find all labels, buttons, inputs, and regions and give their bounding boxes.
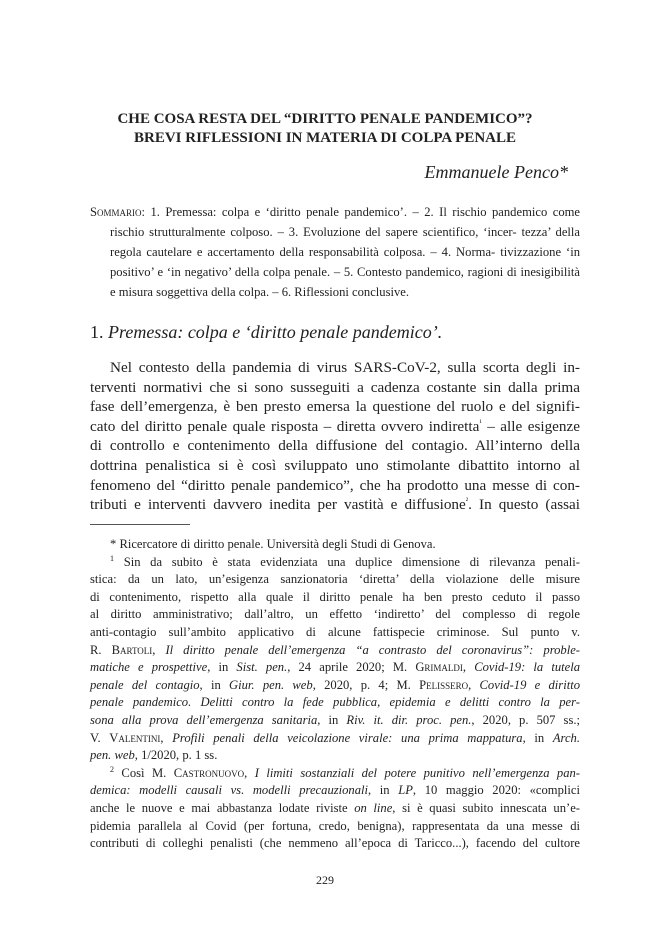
body-line bbox=[90, 436, 580, 456]
footnote-2-line bbox=[90, 782, 580, 800]
footnote-2-mark: 2 bbox=[110, 764, 114, 774]
footnote-1-line bbox=[90, 677, 580, 695]
cited-author: Castronuovo bbox=[173, 765, 245, 780]
footnote-ref-1[interactable]: ¹ bbox=[479, 417, 482, 427]
body-line bbox=[90, 495, 580, 515]
footnote-text: , 24 aprile 2020; M. bbox=[287, 660, 416, 675]
body-line bbox=[90, 378, 580, 398]
footnote-author: * Ricercatore di diritto penale. Università degli Studi di Genova. bbox=[110, 537, 436, 551]
body-text: tributi e interventi davvero inedita per vastità e diffusione bbox=[90, 496, 466, 514]
body-line bbox=[90, 397, 580, 417]
cited-title: Covid-19: la tutela bbox=[474, 660, 581, 675]
footnote-text: , bbox=[152, 642, 166, 657]
footnote-text: , 2020, p. 4; M. bbox=[312, 677, 420, 692]
footnote-text: V. bbox=[90, 730, 110, 745]
footnote-1-line: anti-contagio sull’ambito applicativo di alcune fattispecie criminose. Sul punto v. bbox=[90, 624, 580, 639]
cited-author: Pelissero bbox=[419, 677, 469, 692]
footnote-2-line: pidemia parallela al Covid (per fortuna, credo, benigna), rappresentata da una messe di bbox=[90, 818, 580, 833]
body-text: terventi normativi che si sono susseguiti a cadenza costante sin dalla prima bbox=[90, 378, 580, 396]
footnote-text: , 1/2020, p. 1 ss. bbox=[134, 748, 218, 763]
summary-line: come rischio strutturalmente colposo. – 3. Evoluzione del sapere scientifico, ‘incer- bbox=[110, 205, 581, 239]
cited-journal: LP bbox=[398, 783, 413, 798]
cited-author: Valentini bbox=[109, 730, 161, 745]
cited-title: Il diritto penale dell’emergenza “a contrasto del coronavirus”: proble- bbox=[165, 642, 581, 657]
footnote-text: , bbox=[160, 730, 173, 745]
summary-text bbox=[90, 202, 580, 302]
footnote-2-line bbox=[90, 800, 580, 818]
cited-title: Covid-19 e diritto bbox=[479, 677, 580, 692]
footnote-1-line bbox=[90, 659, 580, 677]
cited-journal: Giur. pen. web bbox=[229, 677, 313, 692]
footnote-text: , bbox=[468, 677, 480, 692]
footnote-1-line bbox=[90, 730, 580, 748]
footnote-1-line: di contenimento, rispetto alla quale il diritto penale ha ben presto ceduto il passo bbox=[90, 589, 580, 604]
body-text: . In questo (assai bbox=[468, 496, 580, 514]
summary-line: : 1. Premessa: colpa e ‘diritto penale pandemico’. – 2. Il rischio pandemico bbox=[141, 205, 548, 219]
summary-line: ragioni di inesigibilità e misura soggettiva della colpa. – 6. Riflessioni conclusive. bbox=[110, 265, 580, 299]
body-line bbox=[90, 358, 580, 378]
footnote-separator bbox=[90, 524, 190, 525]
author-name: Emmanuele Penco* bbox=[424, 162, 568, 182]
footnote-1-line: penale pandemico. Delitti contro la fede pubblica, epidemia e delitti contro la per- bbox=[90, 695, 580, 710]
cited-title: penale del contagio bbox=[90, 677, 200, 692]
cited-title: I limiti sostanziali del potere punitivo nell’emergenza pan- bbox=[254, 765, 581, 780]
section-number: 1. bbox=[90, 322, 104, 342]
article-title-line-1: CHE COSA RESTA DEL “DIRITTO PENALE PANDEMICO”? bbox=[117, 111, 533, 127]
footnote-text: , bbox=[244, 765, 255, 780]
footnote-text: , 10 maggio 2020: «complici bbox=[412, 783, 580, 798]
footnote-1-line bbox=[90, 712, 580, 730]
cited-journal: Riv. it. dir. proc. pen. bbox=[346, 712, 472, 727]
footnote-text: , in bbox=[368, 783, 399, 798]
footnote-text: , in bbox=[207, 660, 237, 675]
cited-author: Bartoli bbox=[111, 642, 153, 657]
cited-title: demica: modelli causali vs. modelli precauzionali bbox=[90, 783, 369, 798]
body-text: – alle esigenze bbox=[481, 417, 581, 435]
footnote-text: R. bbox=[90, 642, 112, 657]
body-text: cato del diritto penale quale risposta – diretta ovvero indiretta bbox=[90, 417, 480, 435]
footnote-text: anche le nuove e mai abbastanza lodate riviste bbox=[90, 800, 355, 815]
summary-line: tezza’ della regola cautelare e accertamento della responsabilità colposa. – 4. Norma- bbox=[110, 225, 580, 259]
body-line bbox=[90, 476, 580, 496]
footnote-text: , in bbox=[199, 677, 230, 692]
body-text: di controllo e contenimento della diffusione del contagio. All’interno della bbox=[90, 437, 580, 455]
footnote-1-line bbox=[90, 554, 580, 572]
footnote-2-line: contributi di colleghi penalisti (che nemmeno all’epoca di Taricco...), facendo del cultore bbox=[90, 836, 580, 851]
footnote-text: , 2020, p. 507 ss.; bbox=[471, 712, 580, 727]
footnote-1-line bbox=[90, 642, 580, 660]
footnote-text: , bbox=[462, 660, 475, 675]
footnote-text: , in bbox=[317, 712, 347, 727]
cited-journal: Arch. bbox=[552, 730, 581, 745]
body-line bbox=[90, 456, 580, 476]
section-title: Premessa: colpa e ‘diritto penale pandemico’. bbox=[108, 322, 443, 342]
footnotes bbox=[90, 536, 580, 853]
footnote-emphasis: on line bbox=[354, 800, 393, 815]
cited-title: sona alla prova dell’emergenza sanitaria bbox=[90, 712, 318, 727]
footnote-text: , si è quasi subito innescata un’e- bbox=[392, 800, 580, 815]
article-title-line-2: BREVI RIFLESSIONI IN MATERIA DI COLPA PENALE bbox=[133, 130, 517, 146]
summary bbox=[90, 202, 580, 302]
page-number: 229 bbox=[316, 873, 334, 887]
body-text: fenomeno del “diritto penale pandemico”, che ha prodotto una messe di con- bbox=[90, 476, 580, 494]
body-text: fase dell’emergenza, è ben presto emersa la questione del ruolo e del signifi- bbox=[90, 398, 580, 416]
section-heading bbox=[90, 321, 442, 343]
body-text: Nel contesto della pandemia di virus SARS-CoV-2, sulla scorta degli in- bbox=[110, 359, 580, 376]
footnote-text: Sin da subito è stata evidenziata una duplice dimensione di rilevanza penali- bbox=[114, 554, 580, 569]
footnote-1-line: al diritto amministrativo; dall’altro, un effetto ‘indiretto’ del complesso di regole bbox=[90, 607, 580, 622]
footnote-1-line: stica: da un lato, un’esigenza sanzionatoria ‘diretta’ della violazione delle misure bbox=[90, 572, 580, 587]
footnote-text: , in bbox=[522, 730, 553, 745]
cited-journal: Sist. pen. bbox=[236, 660, 288, 675]
summary-label: Sommario bbox=[90, 205, 142, 219]
cited-journal: pen. web bbox=[90, 748, 135, 763]
body-line bbox=[90, 417, 580, 437]
cited-title: Profili penali della veicolazione virale: una prima mappatura bbox=[172, 730, 523, 745]
footnote-ref-2[interactable]: ² bbox=[465, 496, 469, 506]
footnote-1-mark: 1 bbox=[110, 553, 114, 563]
cited-title: matiche e prospettive bbox=[90, 660, 208, 675]
body-text: dottrina penalistica si è così sviluppato uno stimolante dibattito intorno al bbox=[90, 456, 580, 474]
footnote-1-line bbox=[90, 747, 580, 765]
footnote-text: Così M. bbox=[114, 765, 174, 780]
cited-author: Grimaldi bbox=[415, 660, 463, 675]
summary-line: tivizzazione ‘in positivo’ e ‘in negativo’ della colpa penale. – 5. Contesto pandemico, bbox=[110, 245, 580, 279]
footnote-2-line bbox=[90, 765, 580, 783]
body-paragraph bbox=[90, 358, 580, 515]
